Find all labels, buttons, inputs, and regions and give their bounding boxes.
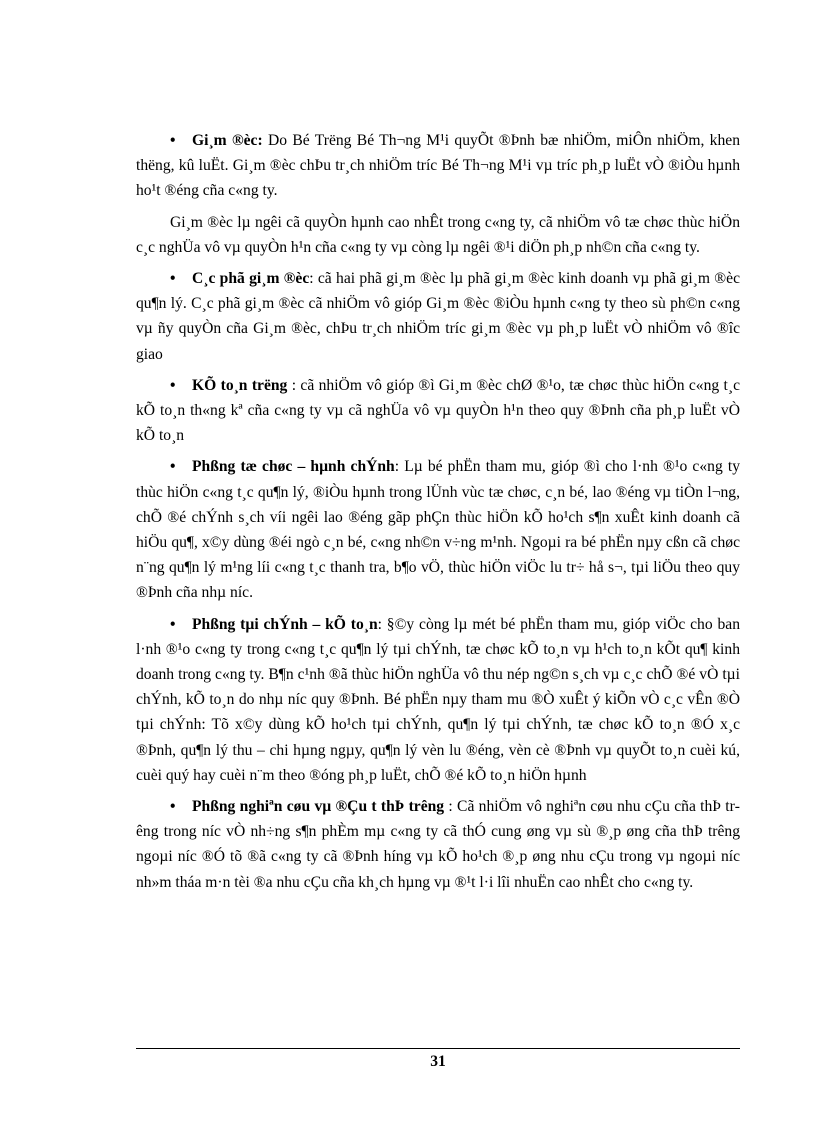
paragraph-text: Gi¸m ®èc lµ ngêi cã quyÒn hµnh cao nhÊt trong c«ng ty, cã nhiÖm vô tæ chøc thùc hiÖn c¸c nghÜa vô vµ quyÒn h¹n cña c«ng ty vµ còng lµ ngêi ®¹i diÖn ph¸p nh©n cña c«ng ty. <box>136 213 740 256</box>
paragraph-phong-to-chuc <box>136 454 740 605</box>
paragraph-heading: Phßng tæ chøc – hµnh chÝnh <box>192 458 395 476</box>
bullet-icon: • <box>170 615 176 633</box>
paragraph-heading: C¸c phã gi¸m ®èc <box>192 270 310 288</box>
paragraph-text: Do Bé Trëng Bé Th¬ng M¹i quyÕt ®Þnh bæ nhiÖm, miÔn nhiÖm, khen thëng, kû luËt. Gi¸m ®èc chÞu tr¸ch nhiÖm tríc Bé Th¬ng M¹i vµ tríc ph¸p luËt vÒ ®iÒu hµnh ho¹t ®éng cña c«ng ty. <box>136 132 740 200</box>
paragraph-phong-nghien-cuu <box>136 794 740 895</box>
paragraph-giam-doc-role <box>136 210 740 260</box>
paragraph-text: : §©y còng lµ mét bé phËn tham mu, gióp viÖc cho ban l·nh ®¹o c«ng ty trong c«ng t¸c qu¶n lý tµi chÝnh, tæ chøc kÕ to¸n vµ h¹ch to¸n kÕt qu¶ kinh doanh trong c«ng ty. B¶n c¹nh ®ã thùc hiÖn nghÜa vô thu nép ng©n s¸ch vµ c¸c chÕ ®é vÒ tµi chÝnh, kÕ to¸n do nhµ níc quy ®Þnh. Bé phËn nµy tham mu ®Ò xuÊt ý kiÕn vÒ c¸c vÊn ®Ò tµi chÝnh: Tõ x©y dùng kÕ ho¹ch tµi chÝnh, qu¶n lý tµi chÝnh, tæ chøc kÕ to¸n ®Ó x¸c ®Þnh, qu¶n lý thu – chi hµng ngµy, qu¶n lý vèn lu ®éng, vèn cè ®Þnh vµ quyÕt to¸n cuèi kú, cuèi quý hay cuèi n¨m theo ®óng ph¸p luËt, chÕ ®é kÕ to¸n hiÖn hµnh <box>136 615 740 784</box>
bullet-icon: • <box>170 132 176 149</box>
document-body <box>136 128 740 901</box>
page-number: 31 <box>430 1053 446 1070</box>
paragraph-text: : Cã nhiÖm vô nghiªn cøu nhu cÇu cña thÞ trêng trong níc vÒ nh÷ng s¶n phÈm mµ c«ng ty cã thÓ cung øng vµ sù ®¸p øng cña thÞ trêng ngoµi níc ®Ó tõ ®ã c«ng ty cã ®Þnh híng vµ kÕ ho¹ch ®¸p øng nhu cÇu trong vµ ngoµi níc nh»m tháa m·n tèi ®a nhu cÇu cña kh¸ch hµng vµ ®¹t l·i lîi nhuËn cao nhÊt cho c«ng ty. <box>136 798 740 891</box>
bullet-icon: • <box>170 458 176 476</box>
paragraph-text: : cã nhiÖm vô gióp ®ì Gi¸m ®èc chØ ®¹o, tæ chøc thùc hiÖn c«ng t¸c kÕ to¸n th«ng kª cña c«ng ty vµ cã nghÜa vô vµ quyÒn h¹n theo quy ®Þnh cña ph¸p luËt vÒ kÕ to¸n <box>136 376 740 445</box>
paragraph-giam-doc <box>136 128 740 204</box>
paragraph-text: : Lµ bé phËn tham mu, gióp ®ì cho l·nh ®¹o c«ng ty thùc hiÖn c«ng t¸c qu¶n lý, ®iÒu hµnh trong lÜnh vùc tæ chøc, c¸n bé, lao ®éng vµ tiÒn l¬ng, chÕ ®é chÝnh s¸ch víi ngêi lao ®éng gãp phÇn thùc hiÖn kÕ ho¹ch s¶n xuÊt kinh doanh cã hiÖu qu¶, x©y dùng ®éi ngò c¸n bé, c«ng nh©n v÷ng m¹nh. Ngoµi ra bé phËn nµy cßn cã chøc n¨ng qu¶n lý m¹ng líi c«ng t¸c thanh tra, b¶o vÖ, thùc hiÖn viÖc lu tr÷ hå s¬, tµi liÖu theo quy ®Þnh cña nhµ níc. <box>136 458 740 602</box>
paragraph-phong-tai-chinh <box>136 612 740 788</box>
paragraph-heading: Gi¸m ®èc: <box>192 132 263 149</box>
bullet-icon: • <box>170 270 176 288</box>
paragraph-ke-toan-truong <box>136 373 740 449</box>
bullet-icon: • <box>170 376 176 394</box>
paragraph-heading: Phßng nghiªn cøu vµ ®Çu t thÞ trêng <box>192 798 445 816</box>
footer-divider <box>136 1048 740 1049</box>
bullet-icon: • <box>170 798 176 816</box>
paragraph-heading: KÕ to¸n trëng <box>192 376 288 394</box>
paragraph-pho-giam-doc <box>136 266 740 367</box>
paragraph-text: : cã hai phã gi¸m ®èc lµ phã gi¸m ®èc kinh doanh vµ phã gi¸m ®èc qu¶n lý. C¸c phã gi¸m ®èc cã nhiÖm vô gióp Gi¸m ®èc ®iÒu hµnh c«ng ty theo sù ph©n c«ng vµ ñy quyÒn cña Gi¸m ®èc, chÞu tr¸ch nhiÖm tríc gi¸m ®èc vµ ph¸p luËt vÒ nhiÖm vô ®îc giao <box>136 270 740 363</box>
paragraph-heading: Phßng tµi chÝnh – kÕ to¸n <box>192 615 378 633</box>
